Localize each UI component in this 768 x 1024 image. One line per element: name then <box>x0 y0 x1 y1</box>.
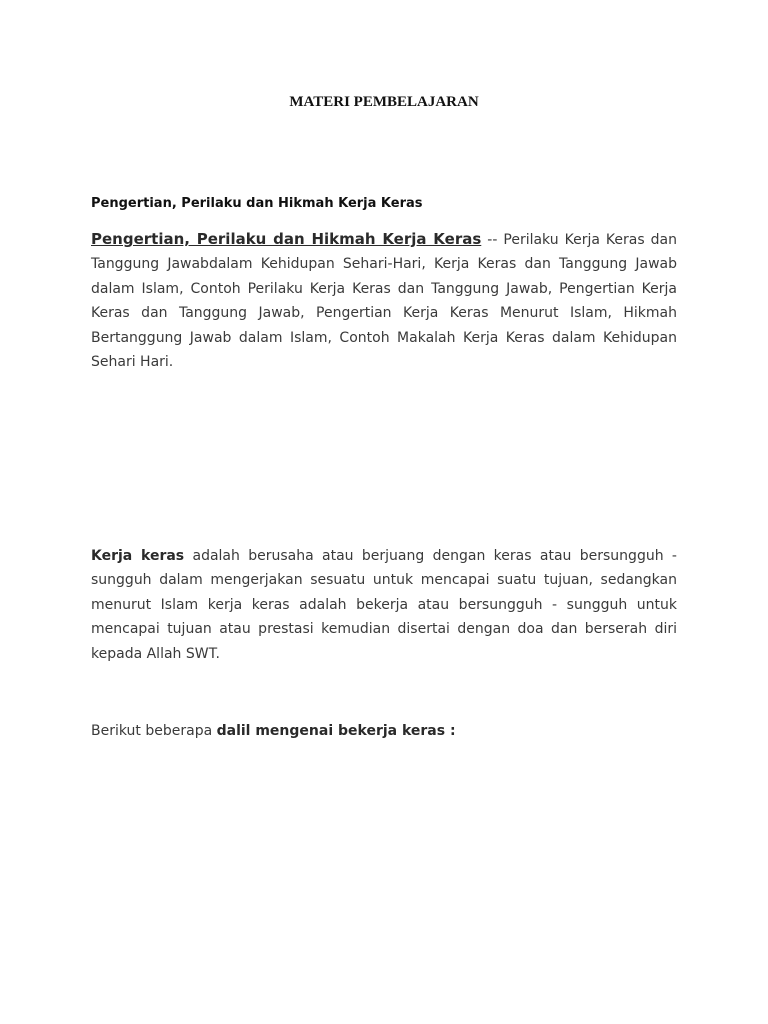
definition-paragraph <box>91 544 677 666</box>
intro-title-link[interactable]: Pengertian, Perilaku dan Hikmah Kerja Keras <box>91 230 482 248</box>
section-subheading: Pengertian, Perilaku dan Hikmah Kerja Keras <box>91 196 423 211</box>
definition-term: Kerja keras <box>91 548 185 564</box>
definition-text: adalah berusaha atau berjuang dengan keras atau bersungguh - sungguh dalam mengerjakan sesuatu untuk mencapai suatu tujuan, sedangkan menurut Islam kerja keras adalah bekerja atau bersungguh - sungguh untuk mencapai tujuan atau prestasi kemudian disertai dengan doa dan berserah diri kepada Allah SWT. <box>91 548 677 662</box>
dalil-intro-text: Berikut beberapa <box>91 723 217 739</box>
dalil-intro-paragraph <box>91 719 677 743</box>
intro-paragraph-text: -- Perilaku Kerja Keras dan Tanggung Jawabdalam Kehidupan Sehari-Hari, Kerja Keras dan Tanggung Jawab dalam Islam, Contoh Perilaku Kerja Keras dan Tanggung Jawab, Pengertian Kerja Keras dan Tanggung Jawab, Pengertian Kerja Keras Menurut Islam, Hikmah Bertanggung Jawab dalam Islam, Contoh Makalah Kerja Keras dalam Kehidupan Sehari Hari. <box>91 232 678 371</box>
intro-paragraph <box>91 227 677 374</box>
dalil-intro-bold: dalil mengenai bekerja keras : <box>216 723 456 739</box>
page-title: MATERI PEMBELAJARAN <box>289 94 479 110</box>
